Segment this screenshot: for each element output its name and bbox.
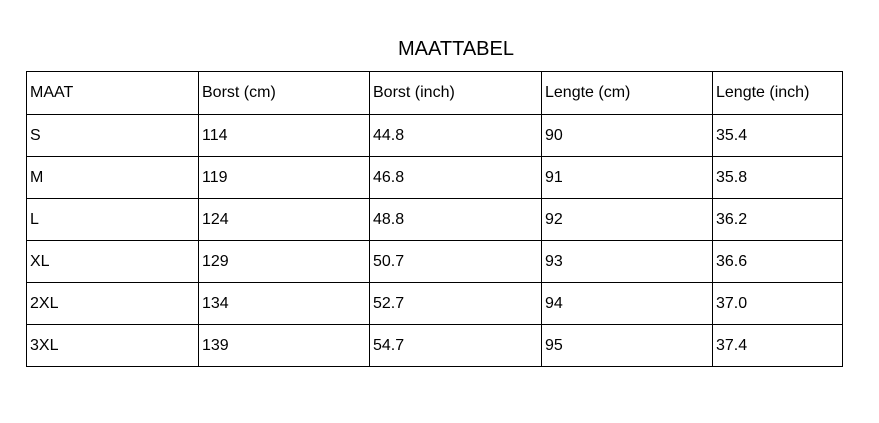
cell-chest-cm: 124 xyxy=(199,199,370,241)
size-table xyxy=(26,71,843,367)
cell-chest-cm: 119 xyxy=(199,157,370,199)
cell-size: L xyxy=(27,199,199,241)
cell-length-inch: 37.0 xyxy=(713,283,843,325)
table-header-row xyxy=(27,72,843,115)
header-length-inch: Lengte (inch) xyxy=(713,72,843,115)
cell-length-cm: 91 xyxy=(542,157,713,199)
cell-size: XL xyxy=(27,241,199,283)
cell-length-cm: 94 xyxy=(542,283,713,325)
header-chest-cm: Borst (cm) xyxy=(199,72,370,115)
cell-length-cm: 92 xyxy=(542,199,713,241)
cell-chest-cm: 114 xyxy=(199,115,370,157)
cell-length-cm: 95 xyxy=(542,325,713,367)
cell-length-inch: 35.4 xyxy=(713,115,843,157)
table-row xyxy=(27,157,843,199)
cell-chest-cm: 134 xyxy=(199,283,370,325)
cell-length-inch: 36.2 xyxy=(713,199,843,241)
cell-chest-inch: 46.8 xyxy=(370,157,542,199)
cell-chest-cm: 129 xyxy=(199,241,370,283)
cell-length-inch: 36.6 xyxy=(713,241,843,283)
cell-chest-cm: 139 xyxy=(199,325,370,367)
cell-length-inch: 37.4 xyxy=(713,325,843,367)
header-chest-inch: Borst (inch) xyxy=(370,72,542,115)
cell-size: M xyxy=(27,157,199,199)
cell-chest-inch: 44.8 xyxy=(370,115,542,157)
cell-length-inch: 35.8 xyxy=(713,157,843,199)
table-row xyxy=(27,283,843,325)
table-row xyxy=(27,241,843,283)
table-row xyxy=(27,115,843,157)
table-row xyxy=(27,199,843,241)
cell-chest-inch: 50.7 xyxy=(370,241,542,283)
cell-length-cm: 93 xyxy=(542,241,713,283)
cell-chest-inch: 54.7 xyxy=(370,325,542,367)
cell-size: S xyxy=(27,115,199,157)
header-length-cm: Lengte (cm) xyxy=(542,72,713,115)
cell-chest-inch: 48.8 xyxy=(370,199,542,241)
cell-length-cm: 90 xyxy=(542,115,713,157)
page-title: MAATTABEL xyxy=(398,38,514,60)
table-row xyxy=(27,325,843,367)
cell-size: 3XL xyxy=(27,325,199,367)
cell-size: 2XL xyxy=(27,283,199,325)
cell-chest-inch: 52.7 xyxy=(370,283,542,325)
header-size: MAAT xyxy=(27,72,199,115)
